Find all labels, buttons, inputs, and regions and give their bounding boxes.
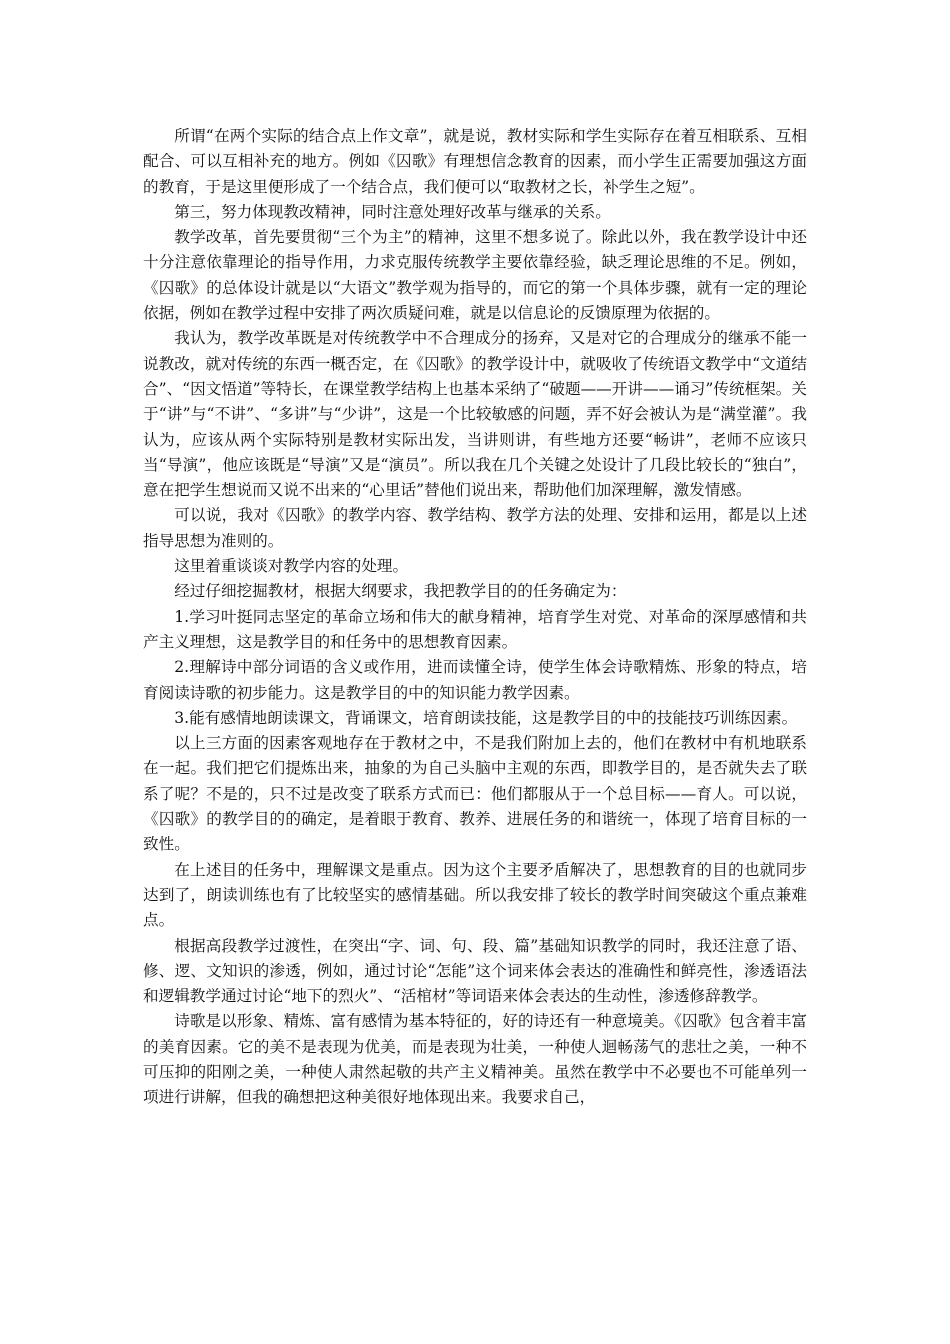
paragraph-8: 以上三方面的因素客观地存在于教材之中，不是我们附加上去的，他们在教材中有机地联系在一起。我们把它们提炼出来，抽象的为自己头脑中主观的东西，即教学目的，是否就失去了联系了呢？不是的，只不过是改变了联系方式而已：他们都服从于一个总目标——育人。可以说，《囚歌》的教学目的的确定，是着眼于教育、教养、进展任务的和谐统一，体现了培育目标的一致性。 bbox=[143, 734, 807, 854]
paragraph-11: 诗歌是以形象、精炼、富有感情为基本特征的，好的诗还有一种意境美。《囚歌》包含着丰富的美育因素。它的美不是表现为优美，而是表现为壮美，一种使人迴畅荡气的悲壮之美，一种不可压抑的阳刚之美，一种使人肃然起敬的共产主义精神美。虽然在教学中不必要也不可能单列一项进行讲解，但我的确想把这种美很好地体现出来。我要求自己， bbox=[143, 1012, 807, 1107]
paragraph-3: 教学改革，首先要贯彻“三个为主”的精神，这里不想多说了。除此以外，我在教学设计中还十分注意依靠理论的指导作用，力求克服传统教学主要依靠经验，缺乏理论思维的不足。例如，《囚歌》的总体设计就是以“大语文”教学观为指导的，而它的第一个具体步骤，就有一定的理论依据，例如在教学过程中安排了两次质疑问难，就是以信息论的反馈原理为依据的。 bbox=[143, 228, 807, 323]
paragraph-1: 所谓“在两个实际的结合点上作文章”，就是说，教材实际和学生实际存在着互相联系、互相配合、可以互相补充的地方。例如《囚歌》有理想信念教育的因素，而小学生正需要加强这方面的教育，于是这里便形成了一个结合点，我们便可以“取教材之长，补学生之短”。 bbox=[143, 127, 807, 196]
paragraph-6: 这里着重谈谈对教学内容的处理。 bbox=[174, 557, 409, 576]
document-page bbox=[143, 124, 807, 1111]
list-item-1: 1.学习叶挺同志坚定的革命立场和伟大的献身精神，培育学生对党、对革命的深厚感情和共产主义理想，这是教学目的和任务中的思想教育因素。 bbox=[143, 607, 807, 651]
paragraph-7: 经过仔细挖掘教材，根据大纲要求，我把教学目的的任务确定为： bbox=[174, 582, 627, 601]
paragraph-10: 根据高段教学过渡性，在突出“字、词、句、段、篇”基础知识教学的同时，我还注意了语、修、逻、文知识的渗透，例如，通过讨论“怎能”这个词来体会表达的准确性和鲜亮性，渗透语法和逻辑教学通过讨论“地下的烈火”、“活棺材”等词语来体会表达的生动性，渗透修辞教学。 bbox=[143, 936, 807, 1006]
paragraph-9: 在上述目的任务中，理解课文是重点。因为这个主要矛盾解决了，思想教育的目的也就同步达到了，朗读训练也有了比较坚实的感情基础。所以我安排了较长的教学时间突破这个重点兼难点。 bbox=[143, 860, 807, 930]
list-item-3: 3.能有感情地朗读课文，背诵课文，培育朗读技能，这是教学目的中的技能技巧训练因素。 bbox=[174, 708, 798, 727]
paragraph-5: 可以说，我对《囚歌》的教学内容、教学结构、教学方法的处理、安排和运用，都是以上述指导思想为准则的。 bbox=[143, 506, 807, 550]
list-item-2: 2.理解诗中部分词语的含义或作用，进而读懂全诗，使学生体会诗歌精炼、形象的特点，培育阅读诗歌的初步能力。这是教学目的中的知识能力教学因素。 bbox=[143, 658, 807, 702]
paragraph-2: 第三，努力体现教改精神，同时注意处理好改革与继承的关系。 bbox=[174, 202, 611, 221]
paragraph-4: 我认为，教学改革既是对传统教学中不合理成分的扬弃，又是对它的合理成分的继承不能一说教改，就对传统的东西一概否定，在《囚歌》的教学设计中，就吸收了传统语文教学中“文道结合”、“因文悟道”等特长，在课堂教学结构上也基本采纳了“破题——开讲——诵习”传统框架。关于“讲”与“不讲”、“多讲”与“少讲”，这是一个比较敏感的问题，弄不好会被认为是“满堂灌”。我认为，应该从两个实际特别是教材实际出发，当讲则讲，有些地方还要“畅讲”，老师不应该只当“导演”，他应该既是“导演”又是“演员”。所以我在几个关键之处设计了几段比较长的“独白”，意在把学生想说而又说不出来的“心里话”替他们说出来，帮助他们加深理解，激发情感。 bbox=[143, 329, 807, 500]
